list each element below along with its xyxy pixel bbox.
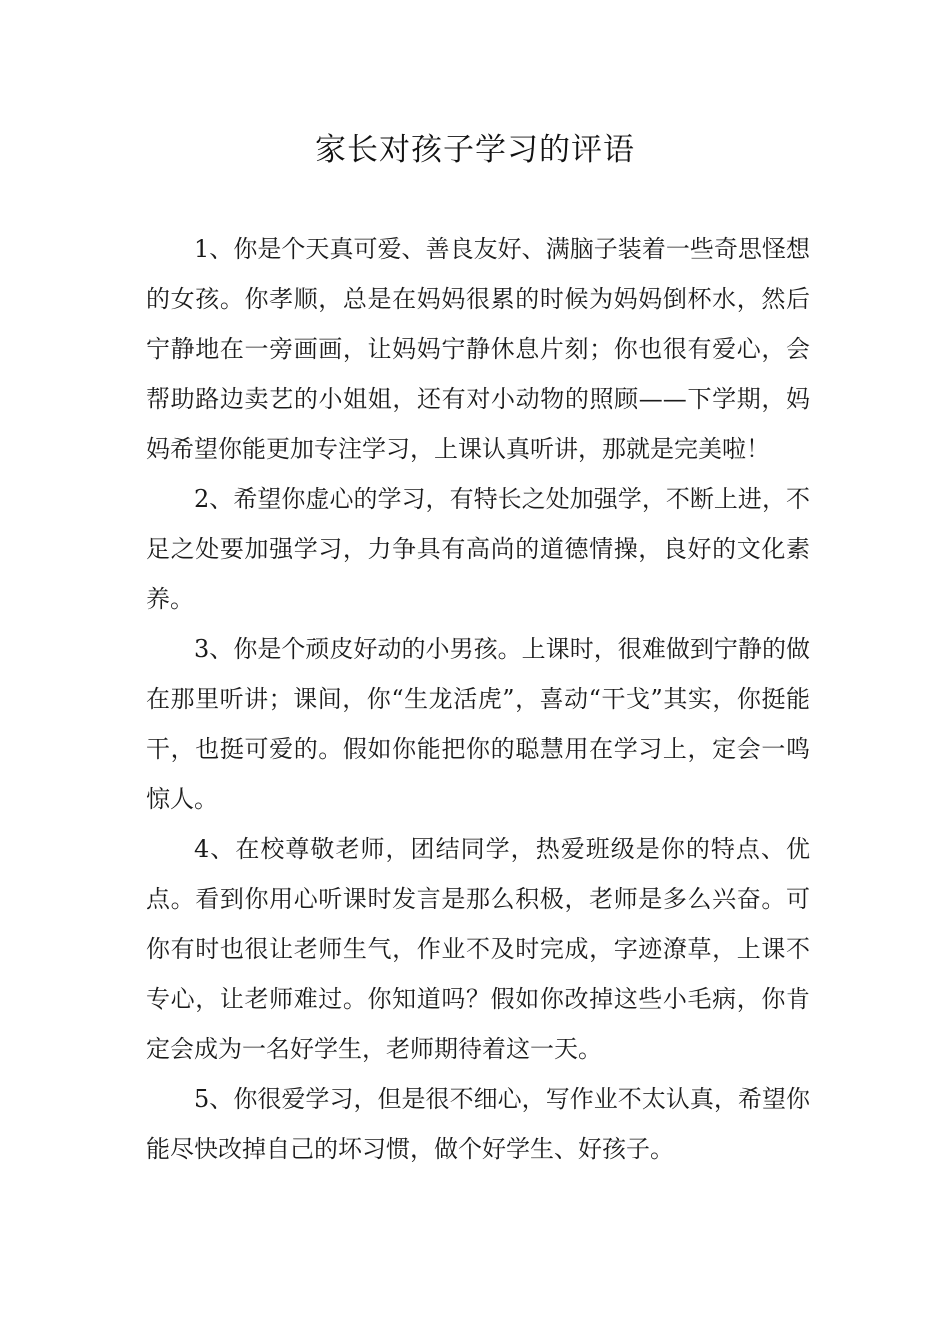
paragraph-1: 1、你是个天真可爱、善良友好、满脑子装着一些奇思怪想的女孩。你孝顺，总是在妈妈很累的时候为妈妈倒杯水，然后宁静地在一旁画画，让妈妈宁静休息片刻；你也很有爱心，会帮助路边卖艺的小姐姐，还有对小动物的照顾——下学期，妈妈希望你能更加专注学习，上课认真听讲，那就是完美啦！ bbox=[146, 235, 810, 463]
paragraph-4: 4、在校尊敬老师，团结同学，热爱班级是你的特点、优点。看到你用心听课时发言是那么积极，老师是多么兴奋。可你有时也很让老师生气，作业不及时完成，字迹潦草，上课不专心，让老师难过。你知道吗？假如你改掉这些小毛病，你肯定会成为一名好学生，老师期待着这一天。 bbox=[146, 835, 810, 1063]
paragraph-2: 2、希望你虚心的学习，有特长之处加强学，不断上进，不足之处要加强学习，力争具有高尚的道德情操，良好的文化素养。 bbox=[146, 485, 810, 613]
document-title: 家长对孩子学习的评语 bbox=[315, 132, 635, 168]
document-body bbox=[146, 224, 810, 1174]
paragraph-5: 5、你很爱学习，但是很不细心，写作业不太认真，希望你能尽快改掉自己的坏习惯，做个好学生、好孩子。 bbox=[146, 1085, 810, 1163]
paragraph-3: 3、你是个顽皮好动的小男孩。上课时，很难做到宁静的做在那里听讲；课间，你“生龙活虎”，喜动“干戈”其实，你挺能干，也挺可爱的。假如你能把你的聪慧用在学习上，定会一鸣惊人。 bbox=[146, 635, 810, 813]
